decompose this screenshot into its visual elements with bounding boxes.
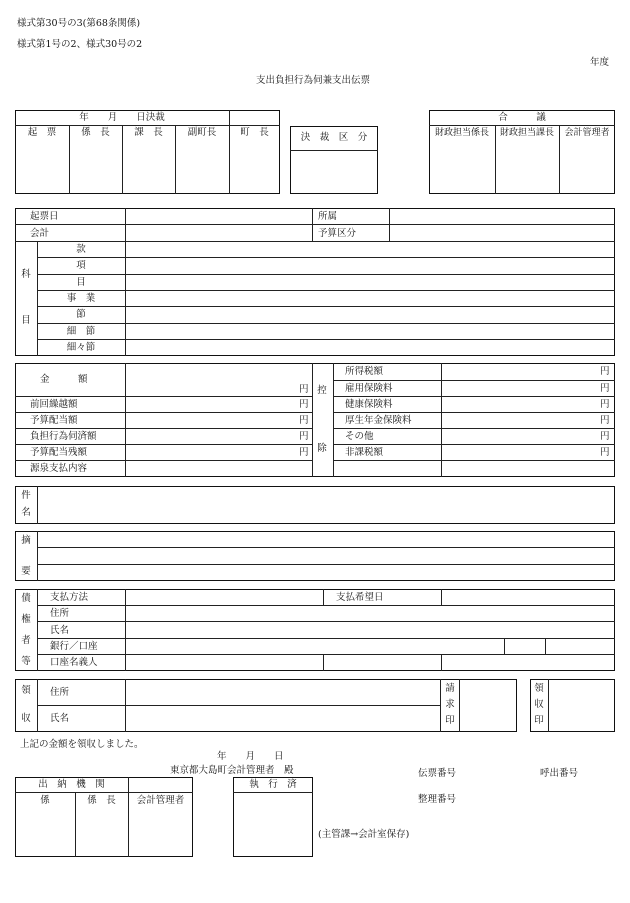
budget-allocation-yen: 円 (299, 415, 309, 426)
nontaxable-yen: 円 (600, 447, 610, 458)
kamoku-jigyo: 事 業 (66, 292, 96, 304)
payment-method-label: 支払方法 (50, 592, 89, 603)
consult-col-finance-manager: 財政担当課長 (499, 127, 554, 138)
budget-category-label: 予算区分 (318, 228, 357, 239)
committed-amount-yen: 円 (299, 431, 309, 442)
accounting-label: 会計 (30, 228, 50, 239)
budget-remaining-label: 予算配当残額 (30, 447, 88, 458)
budget-remaining-yen: 円 (299, 447, 309, 458)
previous-carryover-label: 前回繰越額 (30, 399, 78, 410)
form-reference: 様式第1号の2、様式30号の2 (17, 39, 143, 50)
approval-col-kacho: 課 長 (134, 127, 163, 139)
amount-label: 金 額 (40, 374, 88, 385)
document-title: 支出負担行為伺兼支出伝票 (256, 75, 371, 86)
kamoku-kan: 款 (76, 243, 86, 255)
kamoku-label-upper: 科 (21, 269, 31, 280)
cashier-col-accounting-manager: 会計管理者 (136, 795, 185, 807)
request-seal-label-3: 印 (445, 715, 455, 726)
kamoku-ko: 項 (76, 260, 86, 272)
receipt-date: 年 月 日 (217, 751, 284, 762)
deduction-label-upper: 控 (317, 385, 327, 396)
subject-label-upper: 件 (21, 490, 31, 501)
budget-allocation-label: 予算配当額 (30, 415, 78, 426)
creditor-address-label: 住所 (50, 608, 70, 619)
consult-col-finance-chief: 財政担当係長 (434, 127, 489, 138)
withholding-content-label: 源泉支払内容 (30, 463, 88, 474)
other-deduction-yen: 円 (600, 431, 610, 442)
other-deduction-label: その他 (345, 431, 374, 442)
approval-col-kihyo: 起 票 (27, 127, 57, 139)
kamoku-setsu: 節 (76, 309, 86, 321)
bank-account-label: 銀行／口座 (50, 641, 98, 652)
addressee: 東京都大島町会計管理者 殿 (170, 765, 294, 776)
receipt-label-lower: 収 (21, 713, 31, 724)
creditor-label-2: 権 (21, 614, 31, 625)
creditor-table (15, 589, 615, 671)
creditor-label-3: 者 (21, 635, 31, 646)
consult-col-accounting-manager: 会計管理者 (564, 127, 610, 138)
summary-label-upper: 摘 (21, 535, 31, 546)
employment-insurance-label: 雇用保険料 (345, 383, 393, 394)
nontaxable-label: 非課税額 (345, 447, 384, 458)
subject-box (15, 486, 615, 524)
receipt-address-label: 住所 (50, 687, 70, 698)
storage-note: (主管課→会計室保存) (318, 829, 410, 840)
committed-amount-label: 負担行為伺済額 (30, 431, 97, 442)
creditor-name-label: 氏名 (50, 625, 70, 636)
request-seal-label-1: 請 (445, 683, 455, 694)
form-number: 様式第30号の3(第68条関係) (17, 18, 141, 29)
kamoku-moku: 目 (76, 276, 86, 288)
income-tax-label: 所得税額 (345, 366, 384, 377)
received-note: 上記の金額を領収しました。 (20, 739, 144, 750)
slip-number-label: 伝票番号 (418, 768, 457, 779)
account-holder-label: 口座名義人 (50, 657, 98, 668)
health-insurance-label: 健康保険料 (345, 399, 393, 410)
receipt-seal-label-3: 印 (534, 715, 544, 726)
approval-col-kakaricho: 係 長 (81, 127, 110, 139)
employment-insurance-yen: 円 (600, 383, 610, 394)
creditor-label-1: 債 (21, 593, 31, 604)
executed-label: 執 行 済 (249, 779, 297, 791)
pension-yen: 円 (600, 415, 610, 426)
summary-label-lower: 要 (21, 566, 31, 577)
cashier-col-chief: 係 長 (87, 795, 116, 807)
decision-category-label: 決 裁 区 分 (300, 132, 368, 144)
pension-label: 厚生年金保険料 (345, 415, 412, 426)
receipt-name-label: 氏名 (50, 713, 70, 724)
amount-yen: 円 (299, 384, 309, 395)
receipt-seal-label-2: 収 (534, 699, 544, 710)
kamoku-label-lower: 目 (21, 315, 31, 326)
department-label: 所属 (318, 211, 338, 222)
summary-box (15, 531, 615, 581)
deduction-label-lower: 除 (317, 443, 327, 454)
request-seal-label-2: 求 (445, 699, 455, 710)
previous-carryover-yen: 円 (299, 399, 309, 410)
decision-date-label: 年 月 日決裁 (79, 112, 165, 124)
receipt-seal-label-1: 領 (534, 683, 544, 694)
approval-col-chocho: 町 長 (240, 127, 269, 139)
payment-date-label: 支払希望日 (336, 592, 384, 603)
kamoku-saisetsu: 細 節 (66, 325, 96, 337)
income-tax-yen: 円 (600, 366, 610, 377)
call-number-label: 呼出番号 (540, 768, 579, 779)
health-insurance-yen: 円 (600, 399, 610, 410)
reference-number-label: 整理番号 (418, 794, 457, 805)
approval-col-fukuchocho: 副町長 (187, 127, 217, 139)
consultation-label: 合 議 (498, 112, 546, 124)
fiscal-year-label: 年度 (590, 57, 610, 68)
issue-date-label: 起票日 (30, 211, 59, 222)
creditor-label-4: 等 (21, 656, 31, 667)
cashier-label: 出 納 機 関 (38, 779, 105, 791)
cashier-col-staff: 係 (40, 795, 50, 807)
receipt-label-upper: 領 (21, 685, 31, 696)
subject-label-lower: 名 (21, 507, 31, 518)
kamoku-saisaisetsu: 細々節 (66, 342, 96, 354)
